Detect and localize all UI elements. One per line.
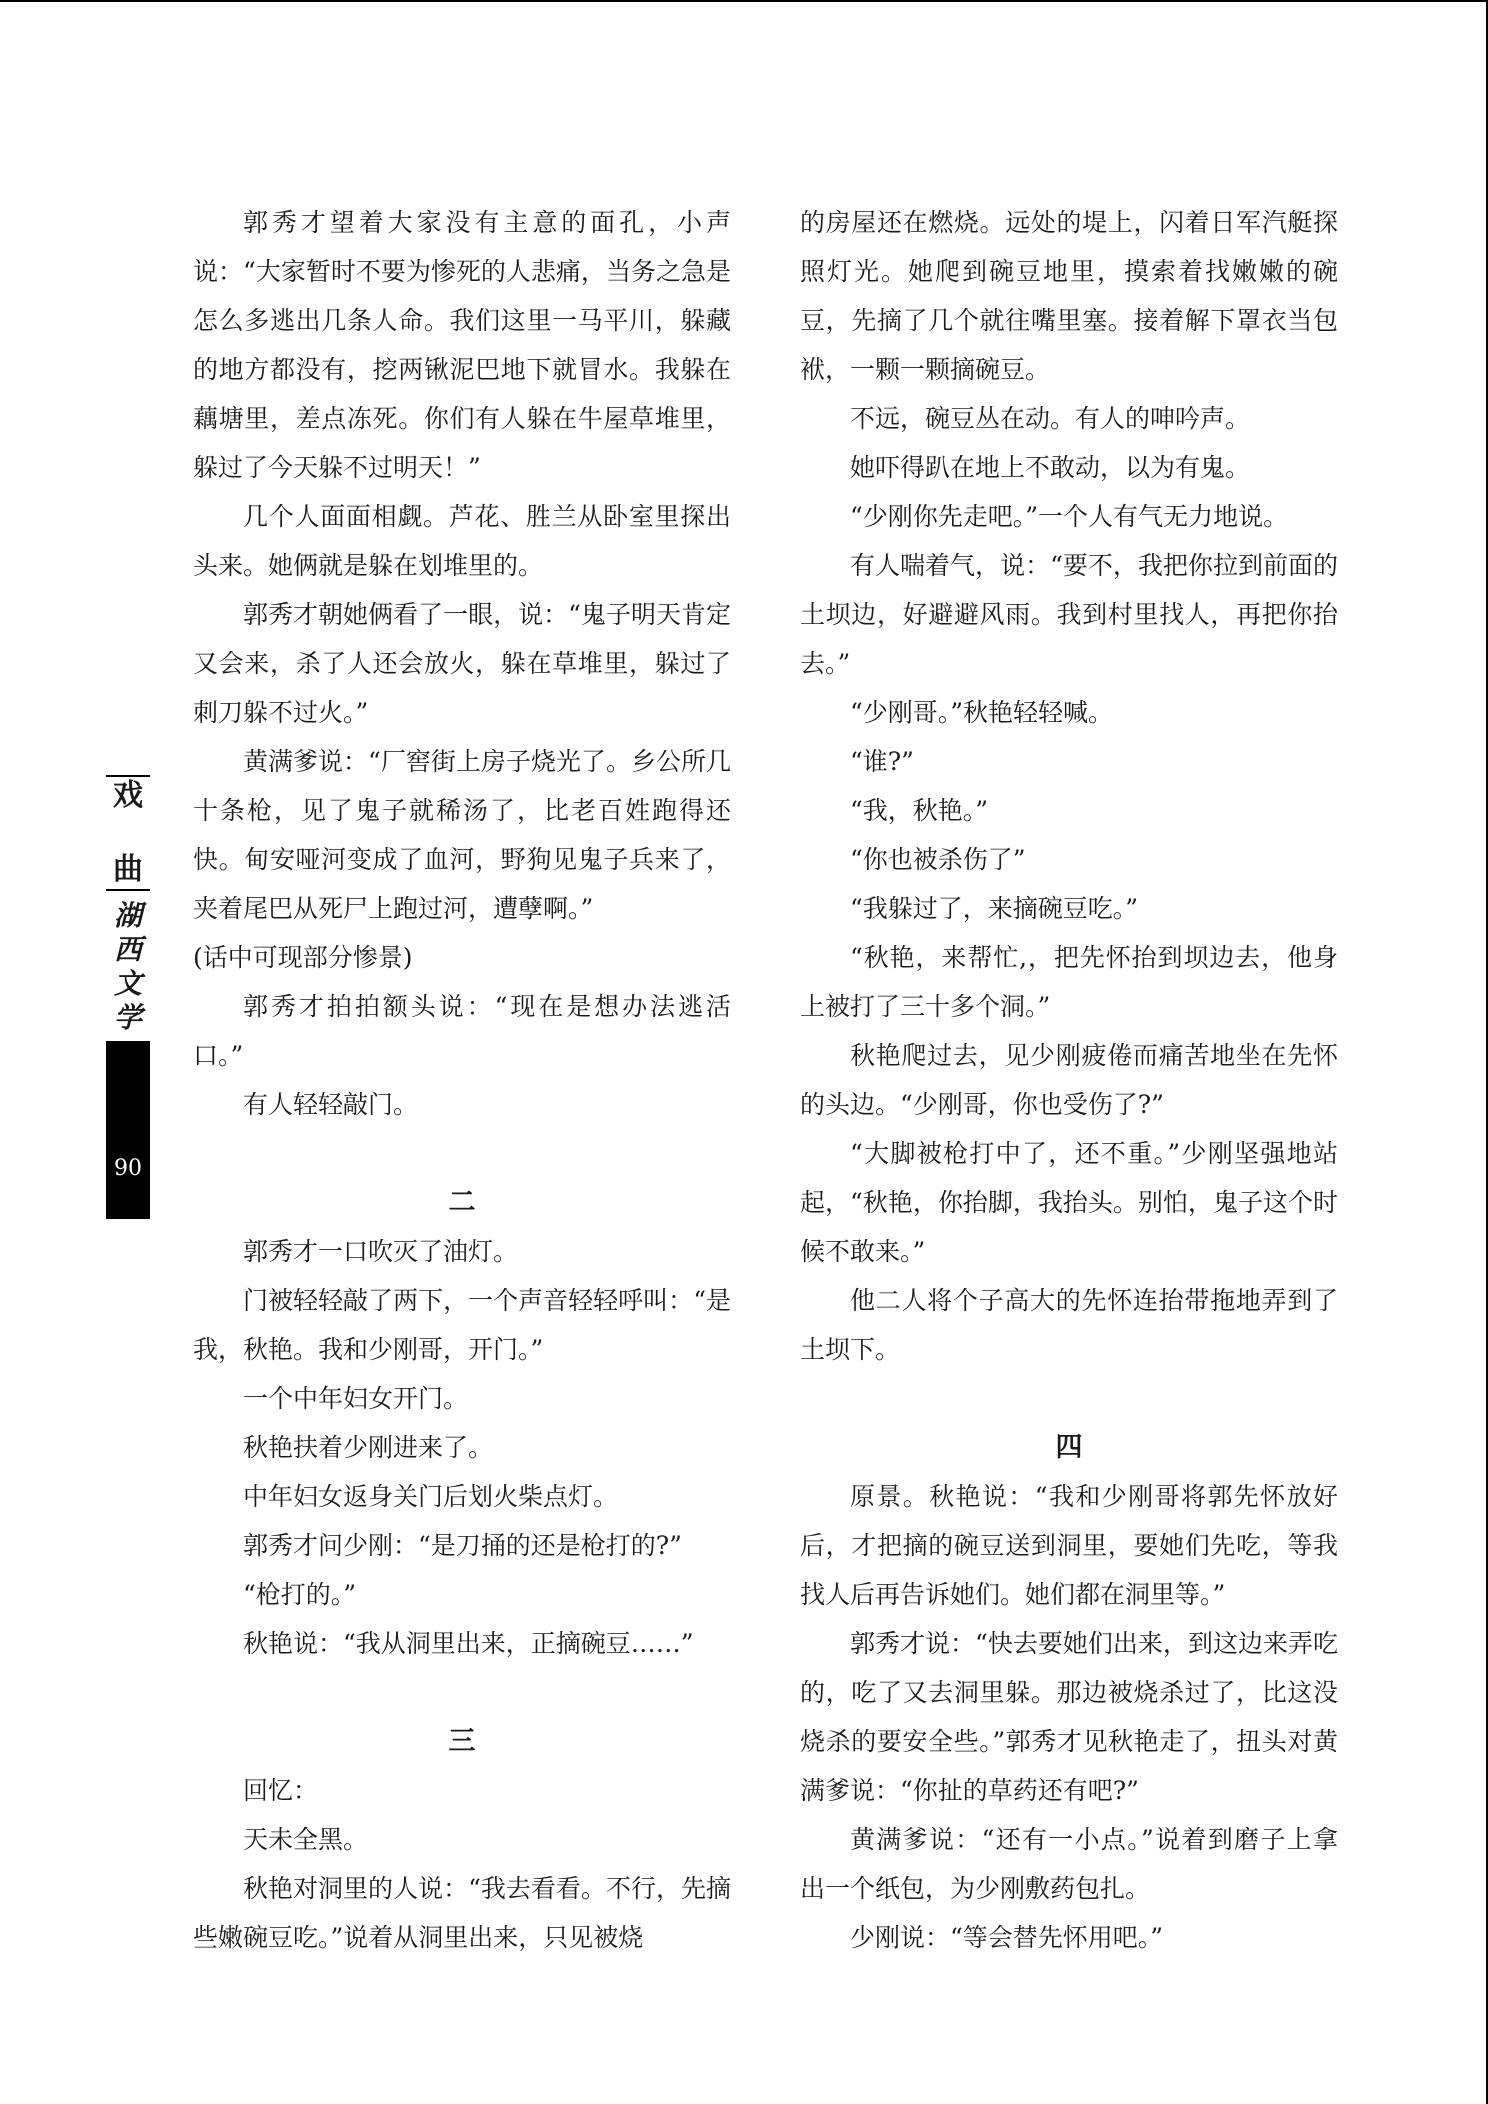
paragraph: 有人喘着气，说：“要不，我把你拉到前面的土坝边，好避避风雨。我到村里找人，再把你抬去。” <box>800 551 1338 678</box>
paragraph: “大脚被枪打中了，还不重。”少刚坚强地站起，“秋艳，你抬脚，我抬头。别怕，鬼子这个时候不敢来。” <box>800 1139 1338 1266</box>
page-number-block <box>106 1041 150 1219</box>
paragraph: “少刚哥。”秋艳轻轻喊。 <box>850 698 1114 727</box>
paragraph: 原景。秋艳说：“我和少刚哥将郭先怀放好后，才把摘的碗豆送到洞里，要她们先吃，等我找人后再告诉她们。她们都在洞里等。” <box>800 1482 1338 1609</box>
paragraph: 秋艳爬过去，见少刚疲倦而痛苦地坐在先怀的头边。“少刚哥，你也受伤了?” <box>800 1041 1338 1119</box>
section-heading: 四 <box>1055 1432 1083 1463</box>
paragraph: 郭秀才拍拍额头说：“现在是想办法逃活口。” <box>193 992 731 1070</box>
paragraph: 的房屋还在燃烧。远处的堤上，闪着日军汽艇探照灯光。她爬到碗豆地里，摸索着找嫩嫩的碗豆，先摘了几个就往嘴里塞。接着解下罩衣当包袱，一颗一颗摘碗豆。 <box>800 208 1338 384</box>
brand-char-3: 文 <box>113 967 142 1000</box>
paragraph: 郭秀才望着大家没有主意的面孔，小声说：“大家暂时不要为惨死的人悲痛，当务之急是怎么多逃出几条人命。我们这里一马平川，躲藏的地方都没有，挖两锹泥巴地下就冒水。我躲在藕塘里，差点冻死。你们有人躲在牛屋草堆里，躲过了今天躲不过明天！” <box>193 208 731 482</box>
paragraph: 回忆： <box>243 1776 319 1805</box>
paragraph: “秋艳，来帮忙,，把先怀抬到坝边去，他身上被打了三十多个洞。” <box>800 943 1338 1021</box>
paragraph: 黄满爹说：“厂窖街上房子烧光了。乡公所几十条枪，见了鬼子就稀汤了，比老百姓跑得还快。甸安哑河变成了血河，野狗见鬼子兵来了，夹着尾巴从死尸上跑过河，遭孽啊。” <box>193 747 731 923</box>
paragraph: 黄满爹说：“还有一小点。”说着到磨子上拿出一个纸包，为少刚敷药包扎。 <box>800 1825 1338 1903</box>
brand-char-1: 湖 <box>113 899 142 932</box>
page-number: 90 <box>114 1156 142 1181</box>
paragraph: 她吓得趴在地上不敢动，以为有鬼。 <box>850 453 1251 482</box>
paragraph: 秋艳扶着少刚进来了。 <box>243 1433 494 1462</box>
brand-char-2: 西 <box>113 933 142 966</box>
paragraph: 少刚说：“等会替先怀用吧。” <box>850 1923 1164 1952</box>
paragraph: 不远，碗豆丛在动。有人的呻吟声。 <box>850 404 1251 433</box>
paragraph: 中年妇女返身关门后划火柴点灯。 <box>243 1482 619 1511</box>
section-char-1: 戏 <box>113 778 143 813</box>
section-heading: 二 <box>448 1187 476 1218</box>
brand-char-4: 学 <box>113 1001 142 1034</box>
section-spacer <box>800 1374 1338 1423</box>
paragraph: “我，秋艳。” <box>850 796 989 825</box>
paragraph: “谁?” <box>850 747 914 776</box>
paragraph: 有人轻轻敲门。 <box>243 1090 419 1119</box>
paragraph: “你也被杀伤了” <box>850 845 1026 874</box>
paragraph: “我躲过了，来摘碗豆吃。” <box>850 894 1139 923</box>
right-text-column <box>800 198 1338 1962</box>
paragraph: 他二人将个子高大的先怀连抬带拖地弄到了土坝下。 <box>800 1286 1338 1364</box>
paragraph: “枪打的。” <box>243 1580 357 1609</box>
left-text-column <box>193 198 731 1962</box>
paragraph: 几个人面面相觑。芦花、胜兰从卧室里探出头来。她俩就是躲在划堆里的。 <box>193 502 731 580</box>
section-heading: 三 <box>448 1726 476 1757</box>
paragraph: 郭秀才朝她俩看了一眼，说：“鬼子明天肯定又会来，杀了人还会放火，躲在草堆里，躲过了刺刀躲不过火。” <box>193 600 731 727</box>
top-border-rule <box>0 0 1488 2</box>
paragraph: 郭秀才说：“快去要她们出来，到这边来弄吃的，吃了又去洞里躲。那边被烧杀过了，比这没烧杀的要安全些。”郭秀才见秋艳走了，扭头对黄满爹说：“你扯的草药还有吧?” <box>800 1629 1338 1805</box>
section-spacer <box>193 1129 731 1178</box>
section-char-2: 曲 <box>113 852 143 887</box>
paragraph: 门被轻轻敲了两下，一个声音轻轻呼叫：“是我，秋艳。我和少刚哥，开门。” <box>193 1286 731 1364</box>
paragraph: 一个中年妇女开门。 <box>243 1384 469 1413</box>
paragraph: 秋艳说：“我从洞里出来，正摘碗豆……” <box>243 1629 694 1658</box>
paragraph: 秋艳对洞里的人说：“我去看看。不行，先摘些嫩碗豆吃。”说着从洞里出来，只见被烧 <box>193 1874 731 1952</box>
paragraph: 天未全黑。 <box>243 1825 369 1854</box>
paragraph: “少刚你先走吧。”一个人有气无力地说。 <box>850 502 1289 531</box>
paragraph: (话中可现部分惨景) <box>193 943 413 972</box>
section-spacer <box>193 1668 731 1717</box>
side-tab <box>106 775 150 1219</box>
magazine-brand <box>106 891 150 1041</box>
paragraph: 郭秀才问少刚：“是刀捅的还是枪打的?” <box>243 1531 682 1560</box>
paragraph: 郭秀才一口吹灭了油灯。 <box>243 1237 519 1266</box>
